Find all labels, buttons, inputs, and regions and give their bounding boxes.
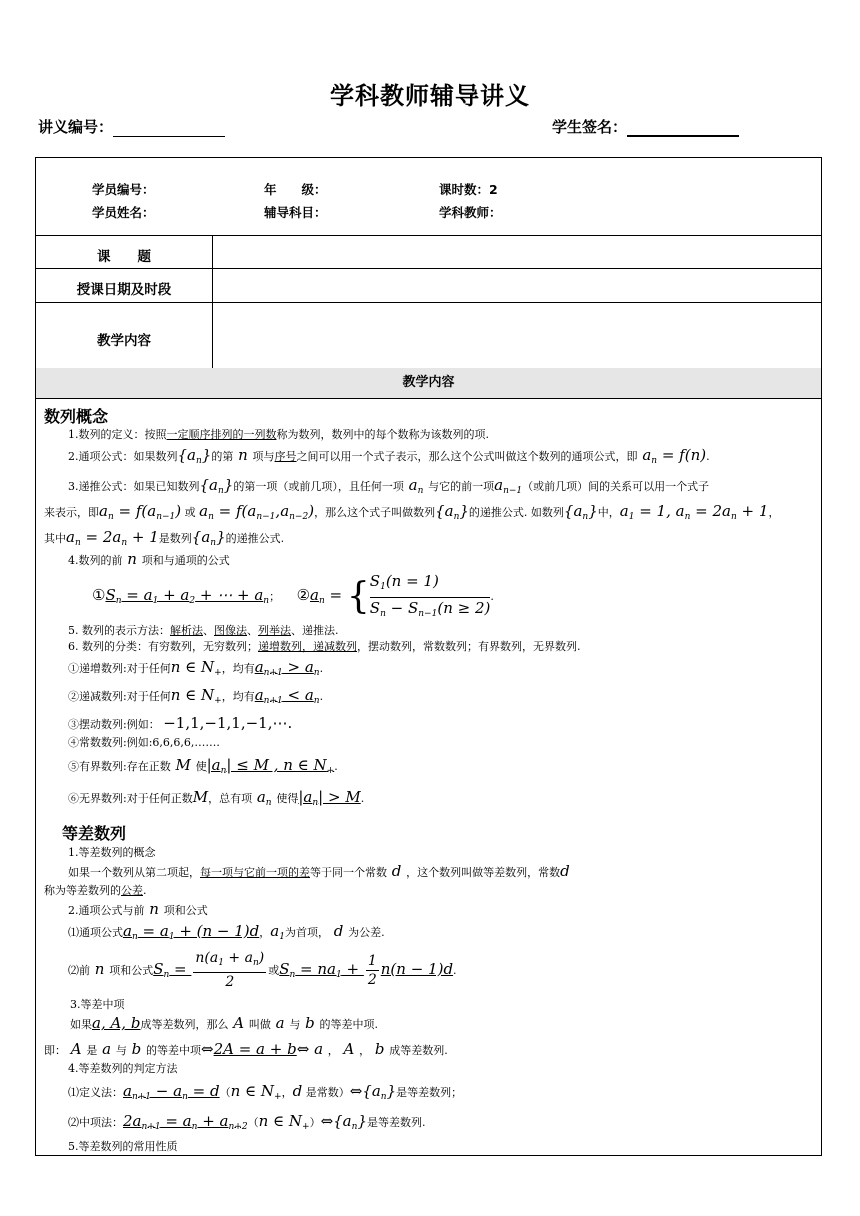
divider <box>212 235 213 368</box>
unbounded-line: ⑥无界数列:对于任何正数M，总有项 $a_n$ 使得$|a_n| > M$. <box>68 788 365 808</box>
handout-table <box>35 157 822 1156</box>
classification-line: 6. 数列的分类：有穷数列，无穷数列；递增数列，递减数列，摆动数列，常数数列；有界数列，无界数列. <box>68 640 581 653</box>
ap-middle-heading: 3.等差中项 <box>70 998 125 1011</box>
constant-line: ④常数数列:例如:6,6,6,6,……. <box>68 736 220 749</box>
info-teacher: 学科教师： <box>439 205 502 220</box>
oscillating-line: ③摆动数列:例如： −1,1,−1,1,−1,⋯. <box>68 714 293 732</box>
ap-concept-line: 称为等差数列的公差. <box>44 884 147 897</box>
ap-general-term: ⑴通项公式$a_n = a_1 + (n - 1)d$，$a_1$为首项， d 为公差. <box>68 922 385 942</box>
row-content-label: 教学内容 <box>97 333 151 349</box>
content-bar: 教学内容 <box>36 368 821 398</box>
ap-middle-line: 如果a, A, b成等差数列，那么 A 叫做 a 与 b 的等差中项. <box>70 1014 378 1032</box>
representation-line: 5. 数列的表示方法：解析法、图像法、列举法、递推法. <box>68 624 339 637</box>
bounded-line: ⑤有界数列:存在正数 M 使$|a_n| \le M$ , n ∈ $N_+$. <box>68 756 338 776</box>
divider <box>36 268 821 269</box>
ap-concept-line: 1.等差数列的概念 <box>68 846 156 859</box>
ap-formula-heading: 2.通项公式与前 n 项和公式 <box>68 900 208 918</box>
handout-number-field[interactable] <box>113 121 225 137</box>
handout-number-label: 讲义编号： <box>38 118 114 136</box>
ap-concept-line: 如果一个数列从第二项起，每一项与它前一项的差等于同一个常数 d ，这个数列叫做等差数列，常数d <box>68 862 570 880</box>
row-date-label: 授课日期及时段 <box>76 282 172 298</box>
info-subject: 辅导科目： <box>264 205 327 220</box>
sum-term-line: 4.数列的前 n 项和与通项的公式 <box>68 550 230 568</box>
increasing-line: ①递增数列:对于任何n ∈ $N_+$，均有$a_{n+1} > a_n$. <box>68 658 324 678</box>
divider <box>36 398 821 399</box>
divider <box>36 302 821 303</box>
student-signature-field[interactable] <box>627 120 739 137</box>
ap-sum-formula: ⑵前 n 项和公式$S_n$ = $\frac{n(a_1 + a_n)}{2}$ 或$S_n = na_1$ + $\frac{1}{2}$ n(n − 1)d. <box>68 950 457 990</box>
definition-line: 1.数列的定义：按照一定顺序排列的一列数称为数列，数列中的每个数称为该数列的项. <box>68 428 489 441</box>
ap-test-definition: ⑴定义法：$a_{n+1} - a_n = d(n$ ∈ $N_+$，d 是常数）$\Leftrightarrow\{a_n\}$是等差数列； <box>68 1082 463 1102</box>
student-signature <box>552 116 739 137</box>
section-heading: 数列概念 <box>44 407 109 426</box>
page-title: 学科教师辅导讲义 <box>330 82 530 110</box>
student-signature-label: 学生签名： <box>552 118 628 136</box>
general-term-line: 2.通项公式：如果数列$\{a_n\}$的第 n 项与序号之间可以用一个式子表示，那么这个公式叫做这个数列的通项公式，即 $a_n = f(n)$. <box>68 446 710 466</box>
handout-number <box>38 116 225 137</box>
info-student-name: 学员姓名： <box>92 205 155 220</box>
row-topic-label: 课 题 <box>97 249 151 265</box>
info-grade: 年 级： <box>264 182 327 197</box>
recursion-line: 来表示，即$a_n = f(a_{n-1})$ 或 $a_n = f(a_{n-1},a_{n-2})$，那么这个式子叫做数列$\{a_n\}$的递推公式. 如数列$\{a_n\}$中，$a_1 = 1$, $a_n = 2a_n + 1$， <box>44 502 780 522</box>
divider <box>36 235 821 236</box>
ap-properties-heading: 5.等差数列的常用性质 <box>68 1140 178 1153</box>
section-heading: 等差数列 <box>62 824 127 843</box>
recursion-line: 其中$a_n = 2a_n + 1$是数列$\{a_n\}$的递推公式. <box>44 528 285 548</box>
decreasing-line: ②递减数列:对于任何n ∈ $N_+$，均有$a_{n+1} < a_n$. <box>68 686 324 706</box>
ap-middle-line: 即： A 是 a 与 b 的等差中项⇔2A = a + b⇔ a ， A ， b 成等差数列. <box>44 1040 448 1058</box>
info-student-no: 学员编号： <box>92 182 155 197</box>
ap-test-middle: ⑵中项法：$2a_{n+1} = a_n + a_{n+2}(n$ ∈ $N_+)\Leftrightarrow\{a_n\}$是等差数列. <box>68 1112 426 1132</box>
ap-test-heading: 4.等差数列的判定方法 <box>68 1062 178 1075</box>
info-lessons: 课时数：2 <box>439 182 498 197</box>
recursion-line: 3.递推公式：如果已知数列$\{a_n\}$的第一项（或前几项），且任何一项 $a_n$ 与它的前一项$a_{n-1}$（或前几项）间的关系可以用一个式子 <box>68 476 710 496</box>
sum-formula: $①S_n = a_1 + a_2$ + ⋯ + $a_n$； $②a_n$ = { $\frac{S_1(n = 1)}{S_n - S_{n-1}(n \ge 2)}$ . <box>92 570 494 620</box>
